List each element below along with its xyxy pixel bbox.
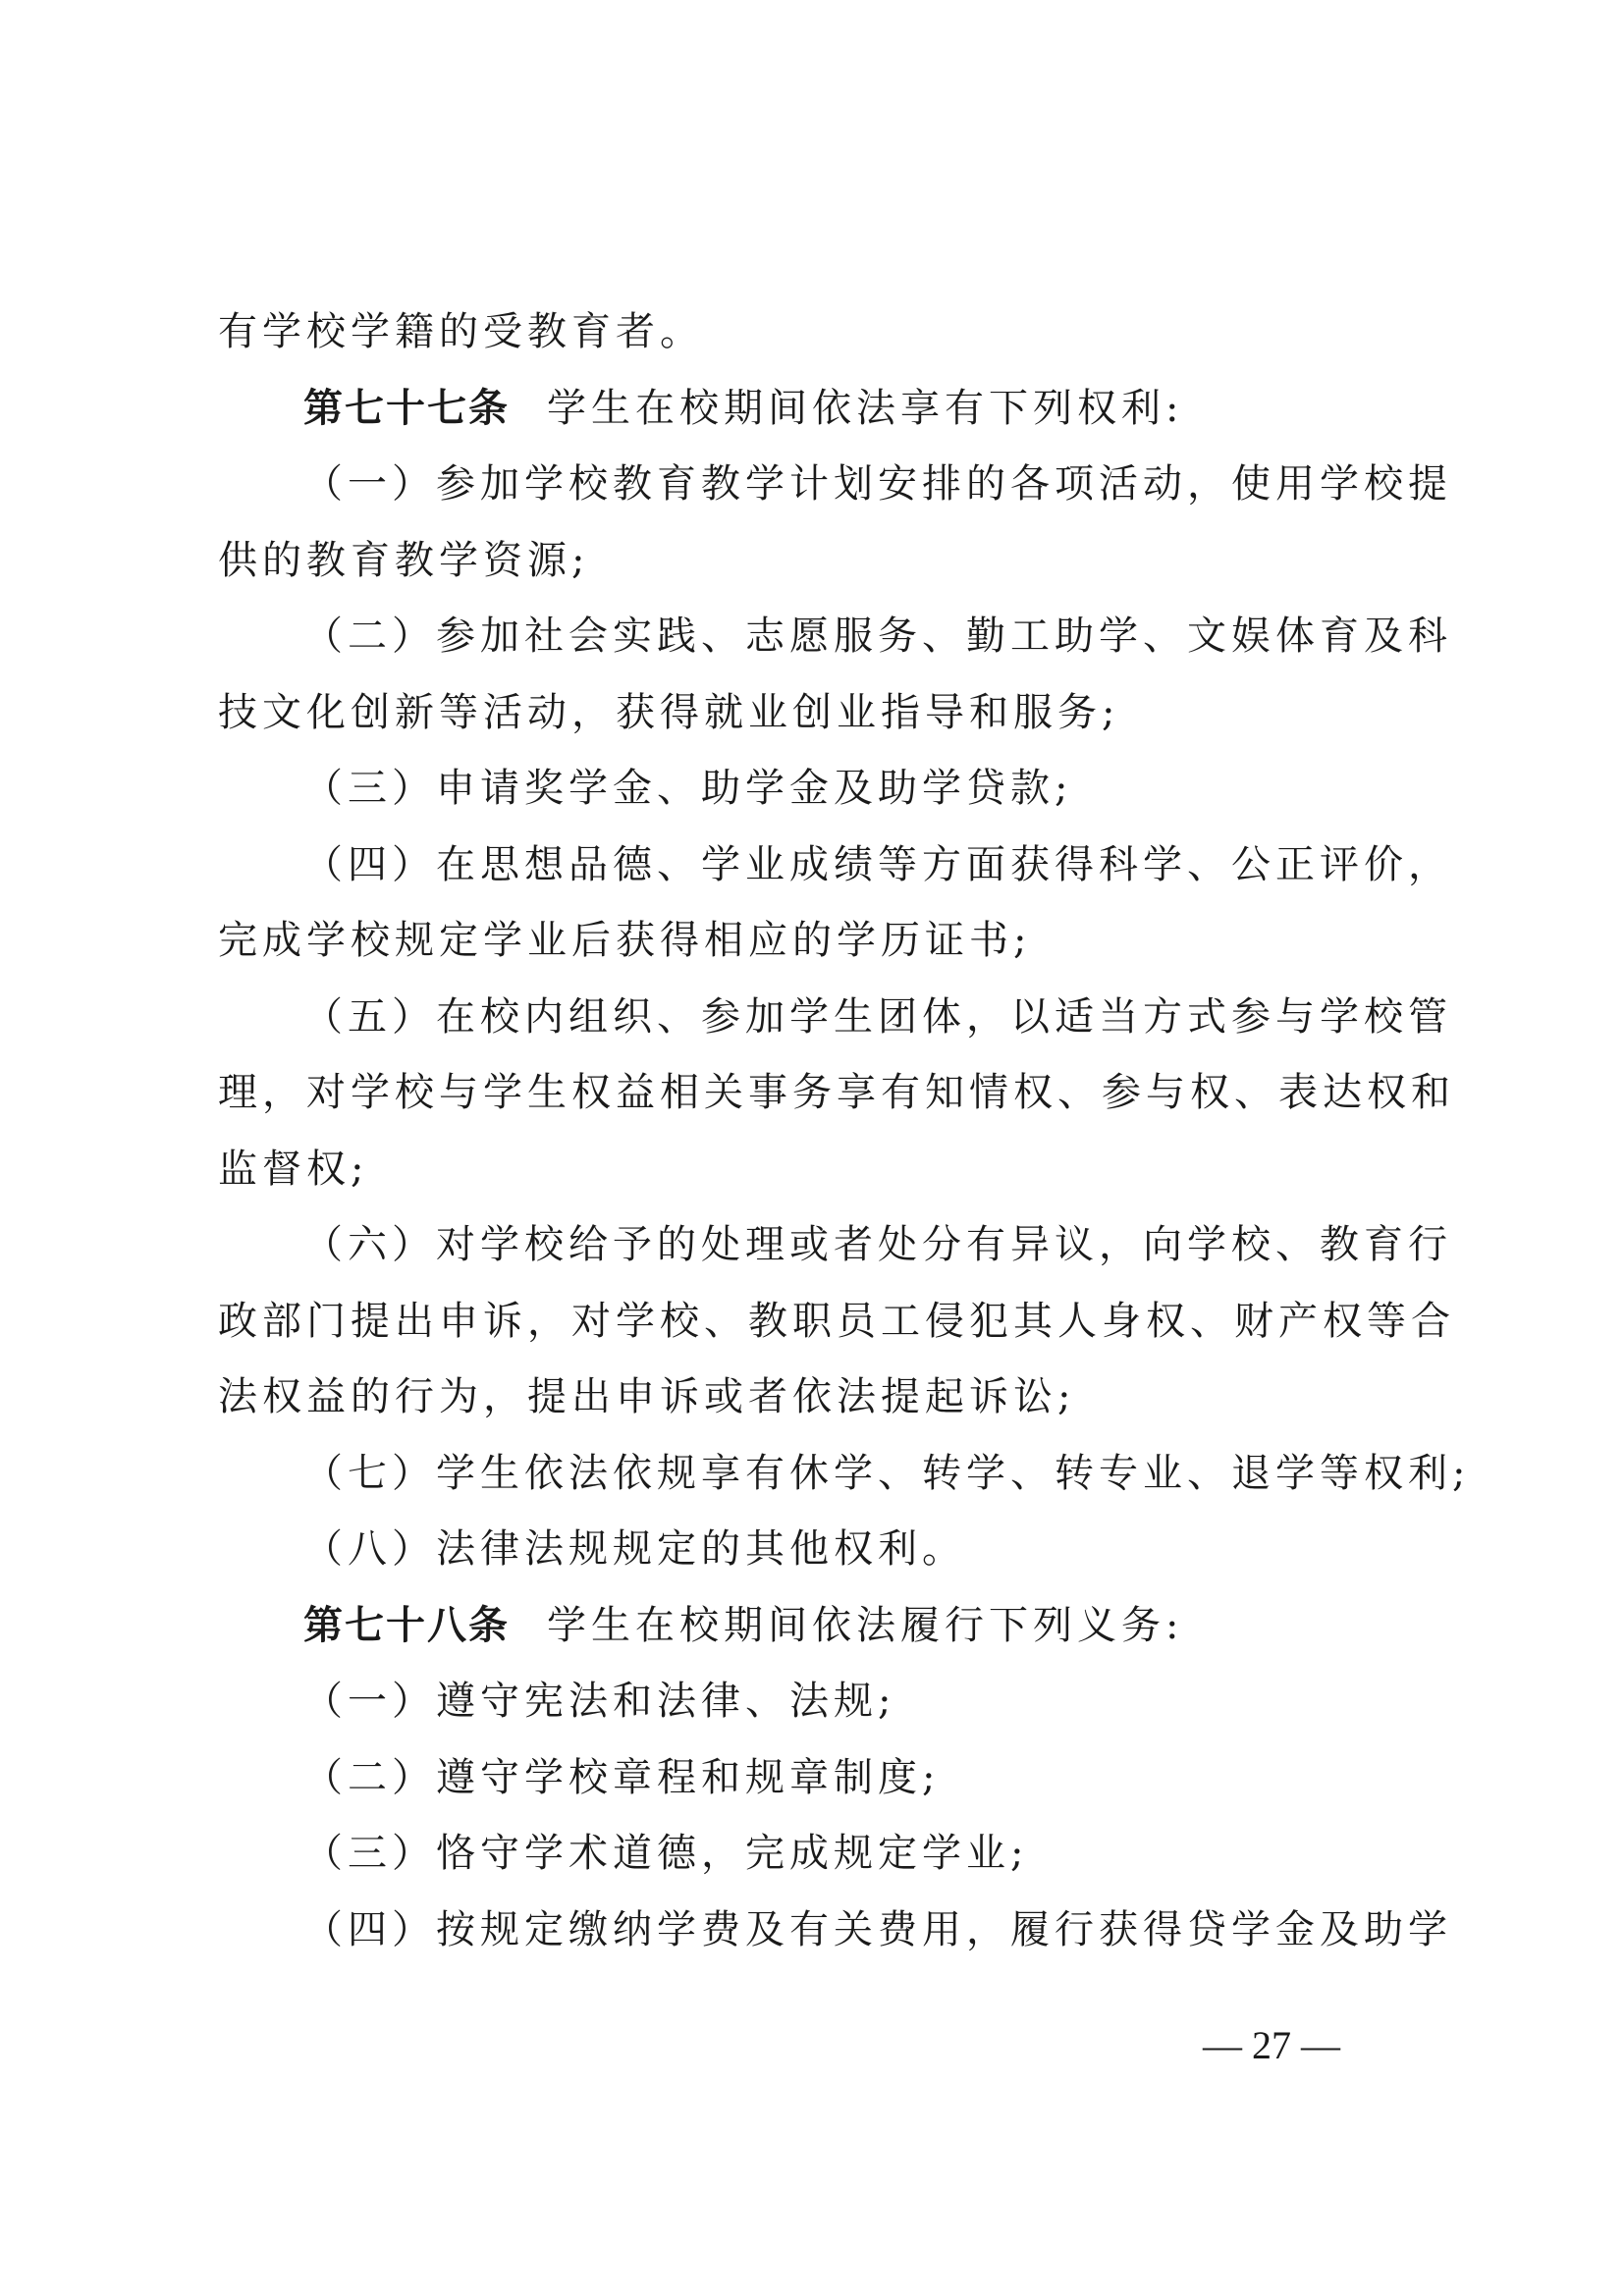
line-text: （三）恪守学术道德，完成规定学业; xyxy=(303,1831,1029,1876)
text-line xyxy=(218,1284,1455,1361)
text-line xyxy=(218,523,1428,600)
line-text: 理，对学校与学生权益相关事务享有知情权、参与权、表达权和 xyxy=(218,1070,1455,1115)
line-text: （七）学生依法依规享有休学、转学、转专业、退学等权利; xyxy=(303,1450,1471,1496)
line-text: （四）按规定缴纳学费及有关费用，履行获得贷学金及助学 xyxy=(303,1906,1452,1952)
article-line xyxy=(218,1588,1428,1665)
text-line xyxy=(218,1740,1428,1817)
page-number: — 27 — xyxy=(1203,2023,1340,2067)
line-text: （四）在思想品德、学业成绩等方面获得科学、公正评价， xyxy=(303,841,1452,887)
line-text: 供的教育教学资源; xyxy=(218,537,590,583)
text-line xyxy=(218,1055,1455,1132)
line-text: （八）法律法规规定的其他权利。 xyxy=(303,1526,966,1572)
article-line xyxy=(218,371,1428,448)
text-line xyxy=(218,447,1452,523)
article-heading: 第七十七条 xyxy=(303,385,510,431)
line-text: （五）在校内组织、参加学生团体，以适当方式参与学校管 xyxy=(303,993,1452,1040)
text-line xyxy=(218,1893,1452,1969)
line-text: 学生在校期间依法履行下列义务: xyxy=(547,1602,1184,1648)
text-line xyxy=(218,903,1428,980)
line-text: 有学校学籍的受教育者。 xyxy=(218,309,704,354)
line-text: 监督权; xyxy=(218,1146,369,1192)
line-text: 完成学校规定学业后获得相应的学历证书; xyxy=(218,918,1032,963)
line-text: 技文化创新等活动，获得就业创业指导和服务; xyxy=(218,689,1120,735)
body-text xyxy=(218,294,1471,1968)
text-line xyxy=(218,294,1428,371)
line-text: （一）参加学校教育教学计划安排的各项活动，使用学校提 xyxy=(303,461,1452,507)
text-line xyxy=(218,1132,1428,1208)
line-text: 法权益的行为，提出申诉或者依法提起诉讼; xyxy=(218,1374,1076,1419)
line-text: 政部门提出申诉，对学校、教职员工侵犯其人身权、财产权等合 xyxy=(218,1298,1455,1344)
line-text: （六）对学校给予的处理或者处分有异议，向学校、教育行 xyxy=(303,1222,1452,1267)
text-line xyxy=(218,1512,1428,1588)
text-line xyxy=(218,1664,1428,1740)
text-line xyxy=(218,980,1452,1056)
line-text: （三）申请奖学金、助学金及助学贷款; xyxy=(303,766,1073,811)
text-line xyxy=(218,751,1428,828)
line-text: 学生在校期间依法享有下列权利: xyxy=(547,385,1184,431)
line-text: （二）参加社会实践、志愿服务、勤工助学、文娱体育及科 xyxy=(303,614,1452,659)
text-line xyxy=(218,1207,1452,1284)
text-line xyxy=(218,828,1452,904)
line-text: （二）遵守学校章程和规章制度; xyxy=(303,1754,941,1800)
line-text: （一）遵守宪法和法律、法规; xyxy=(303,1679,896,1724)
text-line xyxy=(218,1436,1471,1513)
text-line xyxy=(218,675,1428,752)
text-line xyxy=(218,1360,1428,1436)
text-line xyxy=(218,1816,1428,1893)
text-line xyxy=(218,599,1452,675)
article-heading: 第七十八条 xyxy=(303,1602,510,1648)
